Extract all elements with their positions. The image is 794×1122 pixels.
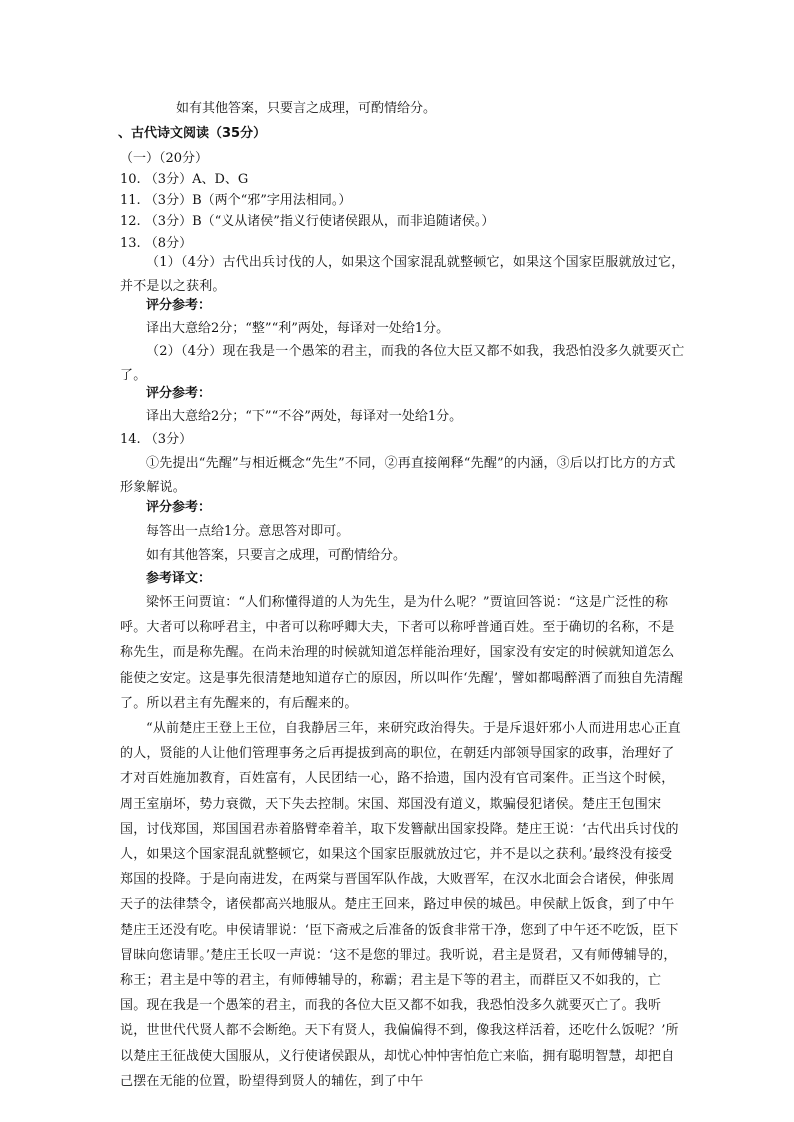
answer-q14: 14. （3分） <box>120 432 193 447</box>
grading-label-3: 评分参考： <box>146 500 212 515</box>
grading-note-3: 每答出一点给1分。意思答对即可。 <box>146 524 350 539</box>
translation-paragraph-1: 梁怀王问贾谊：“人们称懂得道的人为先生，是为什么呢？”贾谊回答说：“这是广泛性的称呼。大者可以称呼君主，中者可以称呼卿大夫，下者可以称呼普通百姓。至于确切的名称，不是称先生，而是称先醒。在尚未治理的时候就知道怎样能治理好，国家没有安定的时候就知道怎么能使之安定。这是事先很清楚地知道存亡的原因，所以叫作‘先醒’，譬如都喝醉酒了而独自先清醒了。所以君主有先醒来的，有后醒来的。 <box>120 595 684 711</box>
answer-q13: 13. （8分） <box>120 236 193 251</box>
translation-label: 参考译文： <box>146 571 212 586</box>
answer-q11: 11. （3分）B（两个“邪”字用法相同。） <box>120 193 352 208</box>
answer-q10: 10. （3分）A、D、G <box>120 172 249 187</box>
section-title: 、古代诗文阅读（35分） <box>118 126 267 141</box>
grading-note-3b: 如有其他答案，只要言之成理，可酌情给分。 <box>146 548 407 563</box>
top-note: 如有其他答案，只要言之成理，可酌情给分。 <box>176 101 437 116</box>
grading-note-2: 译出大意给2分；“下”“不谷”两处，每译对一处给1分。 <box>146 409 463 424</box>
grading-note-1: 译出大意给2分；“整”“利”两处，每译对一处给1分。 <box>146 321 450 336</box>
answer-q13-part2: （2）（4分）现在我是一个愚笨的君主，而我的各位大臣又都不如我，我恐怕没多久就要灭亡了。 <box>120 344 685 383</box>
answer-q13-part1: （1）（4分）古代出兵讨伐的人，如果这个国家混乱就整顿它，如果这个国家臣服就放过它，并不是以之获利。 <box>120 255 685 294</box>
answer-q12: 12. （3分）B（“义从诸侯”指义行使诸侯跟从，而非追随诸侯。） <box>120 214 495 229</box>
grading-label-1: 评分参考： <box>146 298 212 313</box>
answer-q14-content: ①先提出“先醒”与相近概念“先生”不同，②再直接阐释“先醒”的内涵，③后以打比方的方式形象解说。 <box>120 456 676 495</box>
translation-paragraph-2: “从前楚庄王登上王位，自我静居三年，来研究政治得失。于是斥退奸邪小人而进用忠心正直的人，贤能的人让他们管理事务之后再提拔到高的职位，在朝廷内部领导国家的政事，治理好了才对百姓施加教育，百姓富有，人民团结一心，路不拾遗，国内没有官司案件。正当这个时候，周王室崩坏，势力衰微，天下失去控制。宋国、郑国没有道义，欺骗侵犯诸侯。楚庄王包围宋国，讨伐郑国，郑国国君赤着胳臂牵着羊，取下发簪献出国家投降。楚庄王说：‘古代出兵讨伐的人，如果这个国家混乱就整顿它，如果这个国家臣服就放过它，并不是以之获利。’最终没有接受郑国的投降。于是向南进发，在两棠与晋国军队作战，大败晋军，在汉水北面会合诸侯，伸张周天子的法律禁令，诸侯都高兴地服从。楚庄王回来，路过申侯的城邑。申侯献上饭食，到了中午楚庄王还没有吃。申侯请罪说：‘臣下斋戒之后准备的饭食非常干净，您到了中午还不吃饭，臣下冒昧向您请罪。’楚庄王长叹一声说：‘这不是您的罪过。我听说，君主是贤君，又有师傅辅导的，称王；君主是中等的君主，有师傅辅导的，称霸；君主是下等的君主，而群臣又不如我的，亡国。现在我是一个愚笨的君主，而我的各位大臣又都不如我，我恐怕没多久就要灭亡了。我听说，世世代代贤人都不会断绝。天下有贤人，我偏偏得不到，像我这样活着，还吃什么饭呢？’所以楚庄王征战使大国服从，义行使诸侯跟从，却忧心忡忡害怕危亡来临，拥有聪明智慧，却把自己摆在无能的位置，盼望得到贤人的辅佐，到了中午 <box>120 721 681 1089</box>
grading-label-2: 评分参考： <box>146 386 212 401</box>
sub-section-label: （一）（20分） <box>120 151 209 166</box>
